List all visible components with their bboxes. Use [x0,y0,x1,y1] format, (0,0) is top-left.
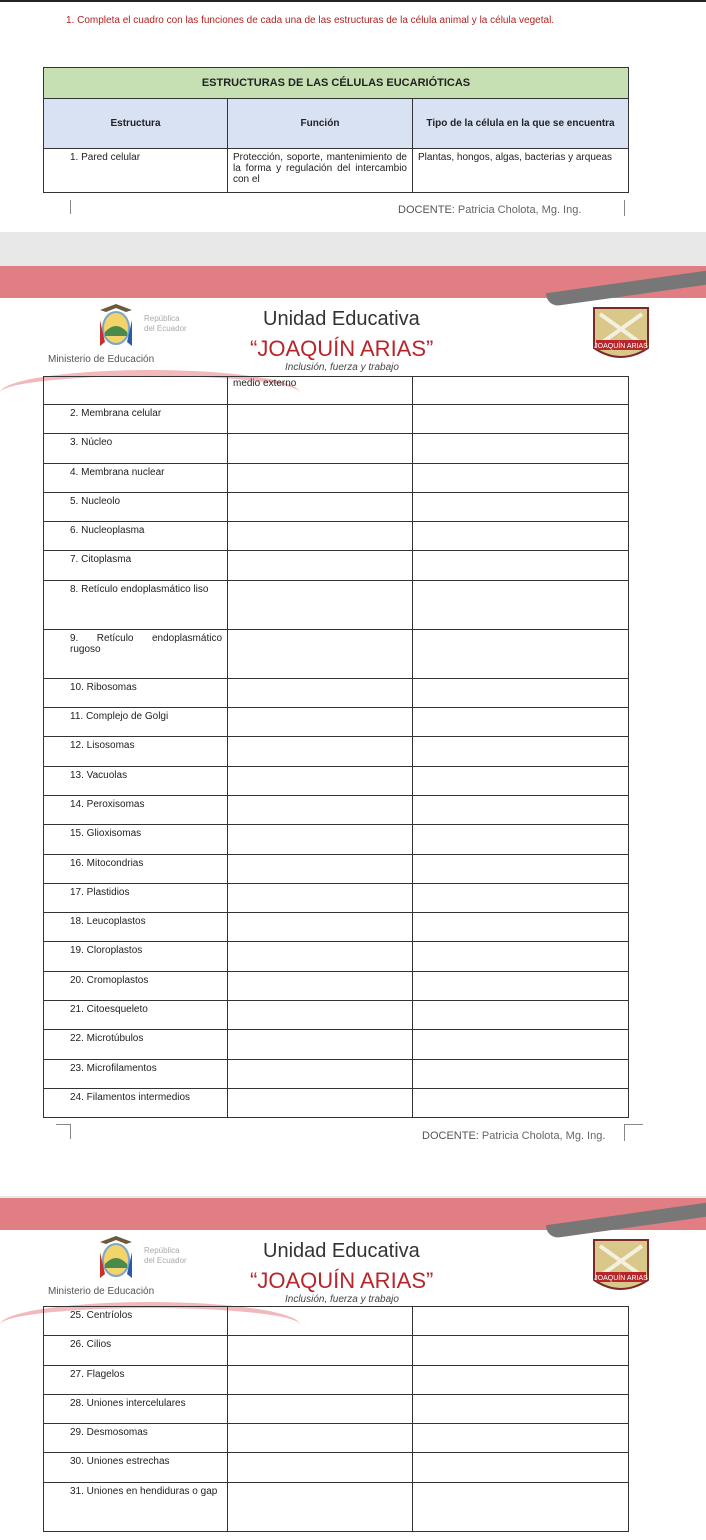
cell-tipo[interactable] [413,1336,629,1365]
table-row [44,883,629,912]
cell-tipo[interactable] [413,1394,629,1423]
unidad-educativa: Unidad Educativa [263,308,420,330]
cell-funcion[interactable] [228,463,413,492]
cell-funcion[interactable] [228,1424,413,1453]
cell-funcion[interactable] [228,434,413,463]
table-row [44,1059,629,1088]
cell-estructura: 12. Lisosomas [44,737,228,766]
crop-mark [56,1124,71,1139]
cell-funcion[interactable] [228,580,413,629]
table-row [44,1336,629,1365]
cell-estructura: 14. Peroxisomas [44,795,228,824]
cell-tipo[interactable] [413,1059,629,1088]
cell-tipo[interactable] [413,913,629,942]
cell-estructura: 9. Retículo endoplasmático rugoso [44,629,228,678]
docente-label: DOCENTE: [422,1130,479,1142]
ministerio: Ministerio de Educación [48,1286,155,1297]
cell-tipo[interactable] [413,1453,629,1482]
page-1 [0,0,706,232]
structures-table-continued [43,1306,629,1532]
cell-funcion[interactable] [228,942,413,971]
school-logo-icon [592,1236,650,1298]
docente-footer [398,204,581,216]
cell-funcion[interactable] [228,708,413,737]
cell-tipo[interactable] [413,629,629,678]
table-row [44,1394,629,1423]
cell-tipo[interactable] [413,405,629,434]
school-logo-icon [592,304,650,366]
structures-table [43,67,629,193]
cell-funcion[interactable] [228,1030,413,1059]
table-row [44,795,629,824]
cell-estructura: 30. Uniones estrechas [44,1453,228,1482]
cell-estructura: 20. Cromoplastos [44,971,228,1000]
cell-funcion[interactable] [228,854,413,883]
cell-estructura: 26. Cilios [44,1336,228,1365]
cell-tipo[interactable] [413,678,629,707]
school-logo-text: JOAQUÍN ARIAS [594,1275,648,1282]
cell-estructura: 10. Ribosomas [44,678,228,707]
cell-tipo[interactable] [413,522,629,551]
ministerio: Ministerio de Educación [48,354,155,365]
cell-estructura: 21. Citoesqueleto [44,1001,228,1030]
header-tipo: Tipo de la célula en la que se encuentra [413,99,629,149]
cell-tipo: Plantas, hongos, algas, bacterias y arqueas [413,149,629,193]
instruction: 1. Completa el cuadro con las funciones de cada una de las estructuras de la célula animal y la célula vegetal. [66,15,555,26]
cell-tipo[interactable] [413,825,629,854]
school-motto: Inclusión, fuerza y trabajo [285,362,399,373]
cell-tipo[interactable] [413,1088,629,1117]
republica-line-1: República [144,1246,180,1255]
table-row [44,913,629,942]
table-row [44,971,629,1000]
school-motto: Inclusión, fuerza y trabajo [285,1294,399,1305]
cell-estructura: 29. Desmosomas [44,1424,228,1453]
cell-funcion[interactable] [228,1059,413,1088]
cell-estructura: 15. Glioxisomas [44,825,228,854]
cell-funcion[interactable] [228,551,413,580]
school-header [0,266,706,376]
table-row [44,825,629,854]
table-row [44,678,629,707]
table-row [44,551,629,580]
cell-funcion[interactable] [228,1307,413,1336]
page-gap [0,232,706,266]
cell-funcion[interactable] [228,1453,413,1482]
cell-funcion[interactable] [228,913,413,942]
cell-funcion[interactable] [228,522,413,551]
cell-funcion[interactable] [228,405,413,434]
cell-estructura: 17. Plastidios [44,883,228,912]
cell-funcion[interactable] [228,737,413,766]
cell-estructura: 27. Flagelos [44,1365,228,1394]
cell-tipo[interactable] [413,434,629,463]
table-row [44,1365,629,1394]
cell-funcion[interactable] [228,795,413,824]
header-estructura: Estructura [44,99,228,149]
cell-estructura: 5. Nucleolo [44,492,228,521]
cell-estructura: 31. Uniones en hendiduras o gap [44,1482,228,1531]
crop-mark [70,200,71,214]
table-row [44,1424,629,1453]
unidad-educativa: Unidad Educativa [263,1240,420,1262]
cell-tipo[interactable] [413,492,629,521]
cell-estructura: 13. Vacuolas [44,766,228,795]
cell-tipo[interactable] [413,883,629,912]
cell-estructura: 6. Nucleoplasma [44,522,228,551]
table-row [44,405,629,434]
table-row [44,766,629,795]
cell-tipo[interactable] [413,1365,629,1394]
cell-tipo[interactable] [413,942,629,971]
docente-footer [422,1130,605,1142]
cell-funcion: Protección, soporte, mantenimiento de la forma y regulación del intercambio con el [228,149,413,193]
school-logo-text: JOAQUÍN ARIAS [594,343,648,350]
continued-text: medio externo [228,377,413,405]
cell-tipo[interactable] [413,463,629,492]
cell-funcion[interactable] [228,883,413,912]
table-row [44,1453,629,1482]
table-row [44,492,629,521]
cell-tipo[interactable] [413,1424,629,1453]
empty-cell [44,377,228,405]
structures-table-continued [43,376,629,1118]
page-3 [0,1198,706,1540]
cell-funcion[interactable] [228,1336,413,1365]
cell-funcion[interactable] [228,766,413,795]
school-name: “JOAQUÍN ARIAS” [250,1268,434,1293]
cell-estructura: 11. Complejo de Golgi [44,708,228,737]
cell-tipo[interactable] [413,854,629,883]
table-row [44,942,629,971]
table-row [44,1307,629,1336]
cell-tipo[interactable] [413,551,629,580]
table-row [44,463,629,492]
table-row [44,1482,629,1531]
header-funcion: Función [228,99,413,149]
cell-funcion[interactable] [228,678,413,707]
cell-funcion[interactable] [228,1394,413,1423]
cell-funcion[interactable] [228,629,413,678]
cell-estructura: 4. Membrana nuclear [44,463,228,492]
cell-estructura: 8. Retículo endoplasmático liso [44,580,228,629]
table-row [44,1088,629,1117]
cell-funcion[interactable] [228,1365,413,1394]
republica-line-2: del Ecuador [144,324,187,333]
cell-estructura: 1. Pared celular [44,149,228,193]
cell-tipo[interactable] [413,1030,629,1059]
cell-estructura: 24. Filamentos intermedios [44,1088,228,1117]
cell-funcion[interactable] [228,1088,413,1117]
ecuador-crest-icon [96,1234,136,1282]
table-row [44,737,629,766]
cell-estructura: 2. Membrana celular [44,405,228,434]
republica-line-2: del Ecuador [144,1256,187,1265]
cell-tipo[interactable] [413,1001,629,1030]
docente-name: Patricia Cholota, Mg. Ing. [481,1130,606,1142]
cell-estructura: 23. Microfilamentos [44,1059,228,1088]
table-row [44,580,629,629]
cell-estructura: 28. Uniones intercelulares [44,1394,228,1423]
ecuador-crest-icon [96,302,136,350]
cell-funcion[interactable] [228,825,413,854]
crop-mark [624,200,625,216]
cell-tipo[interactable] [413,737,629,766]
table-row [44,629,629,678]
school-name: “JOAQUÍN ARIAS” [250,336,434,361]
table-title: ESTRUCTURAS DE LAS CÉLULAS EUCARIÓTICAS [44,68,629,99]
republica-line-1: República [144,314,180,323]
cell-tipo[interactable] [413,971,629,1000]
cell-tipo[interactable] [413,1307,629,1336]
page-2 [0,266,706,1196]
cell-tipo[interactable] [413,580,629,629]
cell-estructura: 22. Microtúbulos [44,1030,228,1059]
cell-tipo[interactable] [413,708,629,737]
table-row [44,522,629,551]
table-row [44,1030,629,1059]
republica-text [144,1246,187,1266]
cell-estructura: 16. Mitocondrias [44,854,228,883]
top-rule [0,0,706,2]
republica-text [144,314,187,334]
school-header [0,1198,706,1308]
cell-funcion[interactable] [228,1001,413,1030]
crop-mark [624,1124,643,1141]
cell-estructura: 19. Cloroplastos [44,942,228,971]
cell-funcion[interactable] [228,492,413,521]
table-row [44,1001,629,1030]
table-row [44,434,629,463]
table-row [44,854,629,883]
cell-estructura: 25. Centríolos [44,1307,228,1336]
cell-tipo[interactable] [413,1482,629,1531]
docente-label: DOCENTE: [398,204,455,216]
cell-estructura: 7. Citoplasma [44,551,228,580]
cell-tipo[interactable] [413,766,629,795]
table-row [44,708,629,737]
empty-cell [413,377,629,405]
cell-estructura: 3. Núcleo [44,434,228,463]
docente-name: Patricia Cholota, Mg. Ing. [457,204,582,216]
cell-estructura: 18. Leucoplastos [44,913,228,942]
cell-funcion[interactable] [228,1482,413,1531]
cell-funcion[interactable] [228,971,413,1000]
cell-tipo[interactable] [413,795,629,824]
